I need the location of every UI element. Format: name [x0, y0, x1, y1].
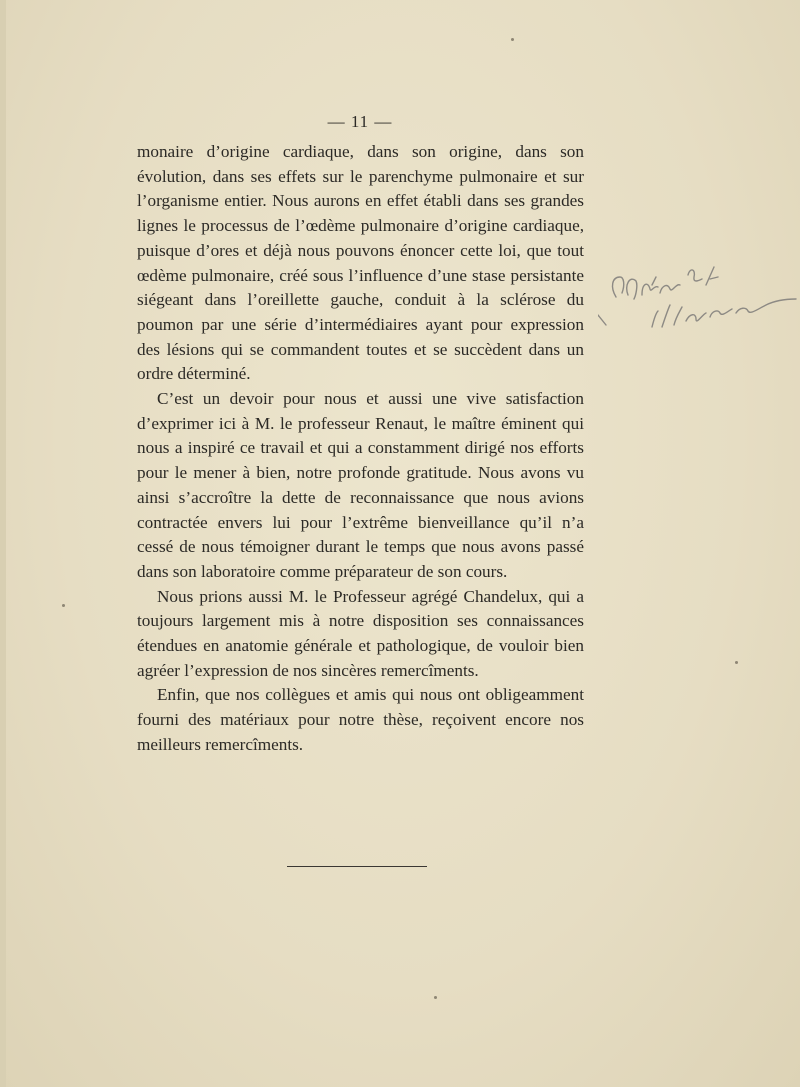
paragraph-3: Nous prions aussi M. le Professeur agrégé Chandelux, qui a toujours largement mis à notre disposition ses connaissances étendues en anatomie générale et pathologique, de vouloir bien agréer l’expression de nos sincères remercîments.	[137, 586, 584, 680]
body-text	[137, 140, 584, 758]
paper-speck	[62, 604, 65, 607]
paper-speck	[511, 38, 514, 41]
page-edge	[0, 0, 6, 1087]
closing-rule	[287, 866, 427, 867]
handwritten-margin-note	[598, 255, 798, 345]
paragraph-1: monaire d’origine cardiaque, dans son origine, dans son évolution, dans ses effets sur le parenchyme pulmonaire et sur l’organisme entier. Nous aurons en effet établi dans ses grandes lignes le processus de l’œdème pulmonaire d’origine cardiaque, puisque d’ores et déjà nous pouvons énoncer cette loi, que tout œdème pulmonaire, créé sous l’influence d’une stase persistante siégeant dans l’oreillette gauche, conduit à la sclérose du poumon par une série d’intermédiaires ayant pour expression des lésions qui se commandent toutes et se succèdent dans un ordre déterminé.	[137, 142, 584, 384]
paragraph-2: C’est un devoir pour nous et aussi une vive satisfaction d’exprimer ici à M. le professeur Renaut, le maître éminent qui nous a inspiré ce travail et qui a constamment dirigé nos efforts pour le mener à bien, notre profonde gratitude. Nous avons vu ainsi s’accroître la dette de reconnaissance que nous avions contractée envers lui pour l’extrême bienveillance qu’il n’a cessé de nous témoigner durant le temps que nous avons passé dans son laboratoire comme préparateur de son cours.	[137, 389, 584, 581]
paragraph-4: Enfin, que nos collègues et amis qui nous ont obligeamment fourni des matériaux pour notre thèse, reçoivent encore nos meilleurs remercîments.	[137, 685, 584, 754]
paper-speck	[735, 661, 738, 664]
paper-speck	[434, 996, 437, 999]
page-number: — 11 —	[327, 112, 393, 131]
